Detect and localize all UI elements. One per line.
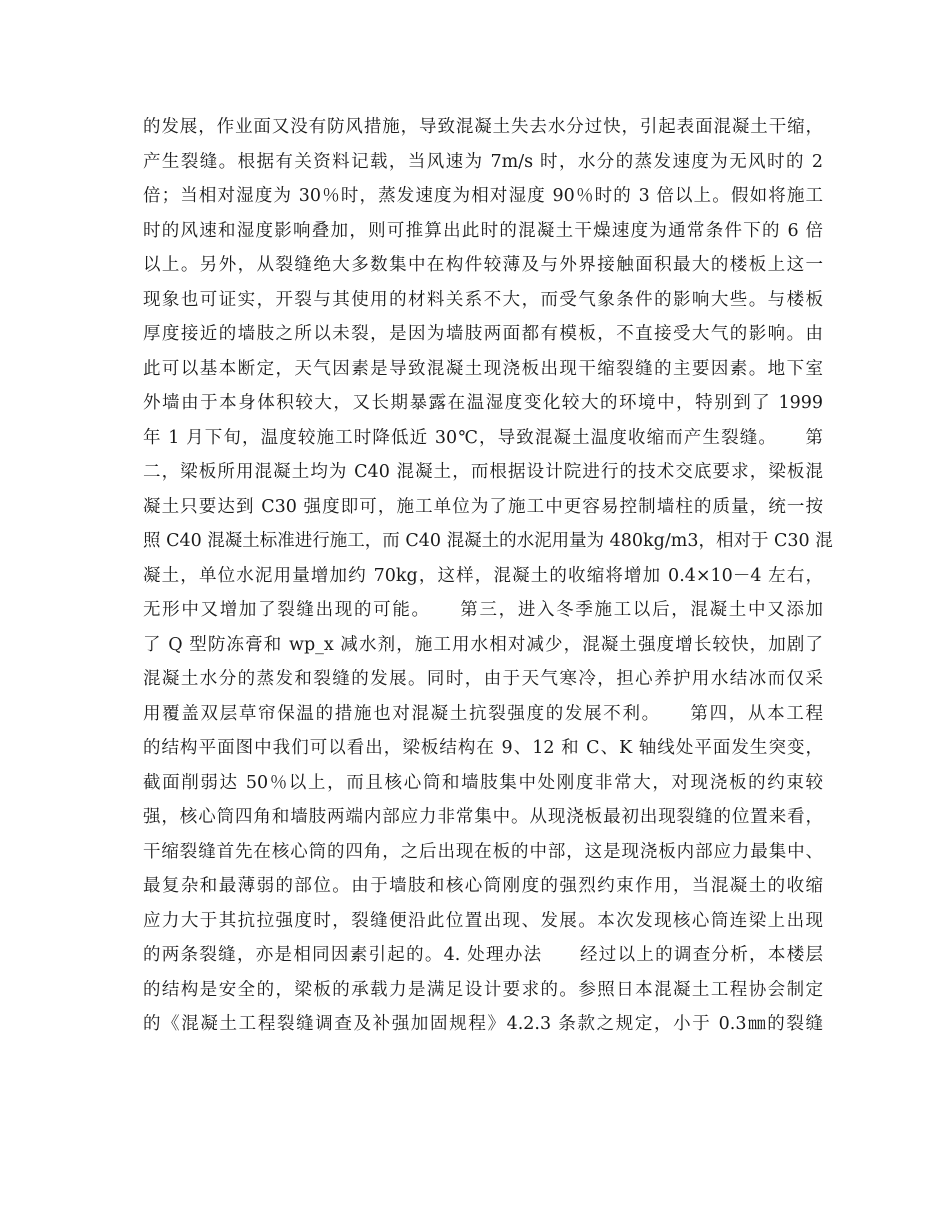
text-line: 的《混凝土工程裂缝调查及补强加固规程》4.2.3 条款之规定，小于 0.3㎜的裂缝: [143, 1014, 823, 1034]
text-line: 年 1 月下旬，温度较施工时降低近 30℃，导致混凝土温度收缩而产生裂缝。 第: [143, 427, 823, 448]
text-line: 的两条裂缝，亦是相同因素引起的。4. 处理办法 经过以上的调查分析，本楼层: [143, 945, 823, 965]
text-line: 无形中又增加了裂缝出现的可能。 第三，进入冬季施工以后，混凝土中又添加: [143, 600, 823, 620]
text-line: 此可以基本断定，天气因素是导致混凝土现浇板出现干缩裂缝的主要因素。地下室: [143, 358, 823, 379]
text-line: 以上。另外，从裂缝绝大多数集中在构件较薄及与外界接触面积最大的楼板上这一: [143, 255, 823, 275]
text-line: 的结构平面图中我们可以看出，梁板结构在 9、12 和 C、K 轴线处平面发生突变，: [143, 738, 823, 758]
text-line: 现象也可证实，开裂与其使用的材料关系不大，而受气象条件的影响大些。与楼板: [143, 289, 823, 310]
text-line: 截面削弱达 50％以上，而且核心筒和墙肢集中处刚度非常大，对现浇板的约束较: [143, 772, 823, 793]
text-line: 应力大于其抗拉强度时，裂缝便沿此位置出现、发展。本次发现核心筒连梁上出现: [143, 910, 823, 931]
text-line: 干缩裂缝首先在核心筒的四角，之后出现在板的中部，这是现浇板内部应力最集中、: [143, 841, 823, 862]
text-line: 照 C40 混凝土标准进行施工，而 C40 混凝土的水泥用量为 480kg/m3，相对于 C30 混: [143, 531, 833, 551]
text-line: 时的风速和湿度影响叠加，则可推算出此时的混凝土干燥速度为通常条件下的 6 倍: [143, 220, 823, 241]
text-line: 强，核心筒四角和墙肢两端内部应力非常集中。从现浇板最初出现裂缝的位置来看，: [143, 807, 823, 827]
text-line: 外墙由于本身体积较大，又长期暴露在温湿度变化较大的环境中，特别到了 1999: [143, 393, 823, 413]
text-line: 倍；当相对湿度为 30％时，蒸发速度为相对湿度 90％时的 3 倍以上。假如将施工: [143, 186, 823, 206]
text-line: 了 Q 型防冻膏和 wp_x 减水剂，施工用水相对减少，混凝土强度增长较快，加剧了: [143, 634, 823, 655]
text-line: 厚度接近的墙肢之所以未裂，是因为墙肢两面都有模板，不直接受大气的影响。由: [143, 324, 823, 344]
body-text: [143, 110, 833, 1042]
text-line: 用覆盖双层草帘保温的措施也对混凝土抗裂强度的发展不利。 第四，从本工程: [143, 703, 823, 724]
text-line: 的结构是安全的，梁板的承载力是满足设计要求的。参照日本混凝土工程协会制定: [143, 979, 823, 1000]
text-line: 二，梁板所用混凝土均为 C40 混凝土，而根据设计院进行的技术交底要求，梁板混: [143, 462, 823, 482]
text-line: 最复杂和最薄弱的部位。由于墙肢和核心筒刚度的强烈约束作用，当混凝土的收缩: [143, 876, 823, 896]
text-line: 凝土只要达到 C30 强度即可，施工单位为了施工中更容易控制墙柱的质量，统一按: [143, 496, 823, 517]
text-line: 凝土，单位水泥用量增加约 70kg，这样，混凝土的收缩将增加 0.4×10－4 左右，: [143, 565, 823, 586]
text-line: 混凝土水分的蒸发和裂缝的发展。同时，由于天气寒冷，担心养护用水结冰而仅采: [143, 669, 823, 689]
text-line: 产生裂缝。根据有关资料记载，当风速为 7m/s 时，水分的蒸发速度为无风时的 2: [143, 151, 823, 172]
text-line: 的发展，作业面又没有防风措施，导致混凝土失去水分过快，引起表面混凝土干缩，: [143, 117, 823, 137]
